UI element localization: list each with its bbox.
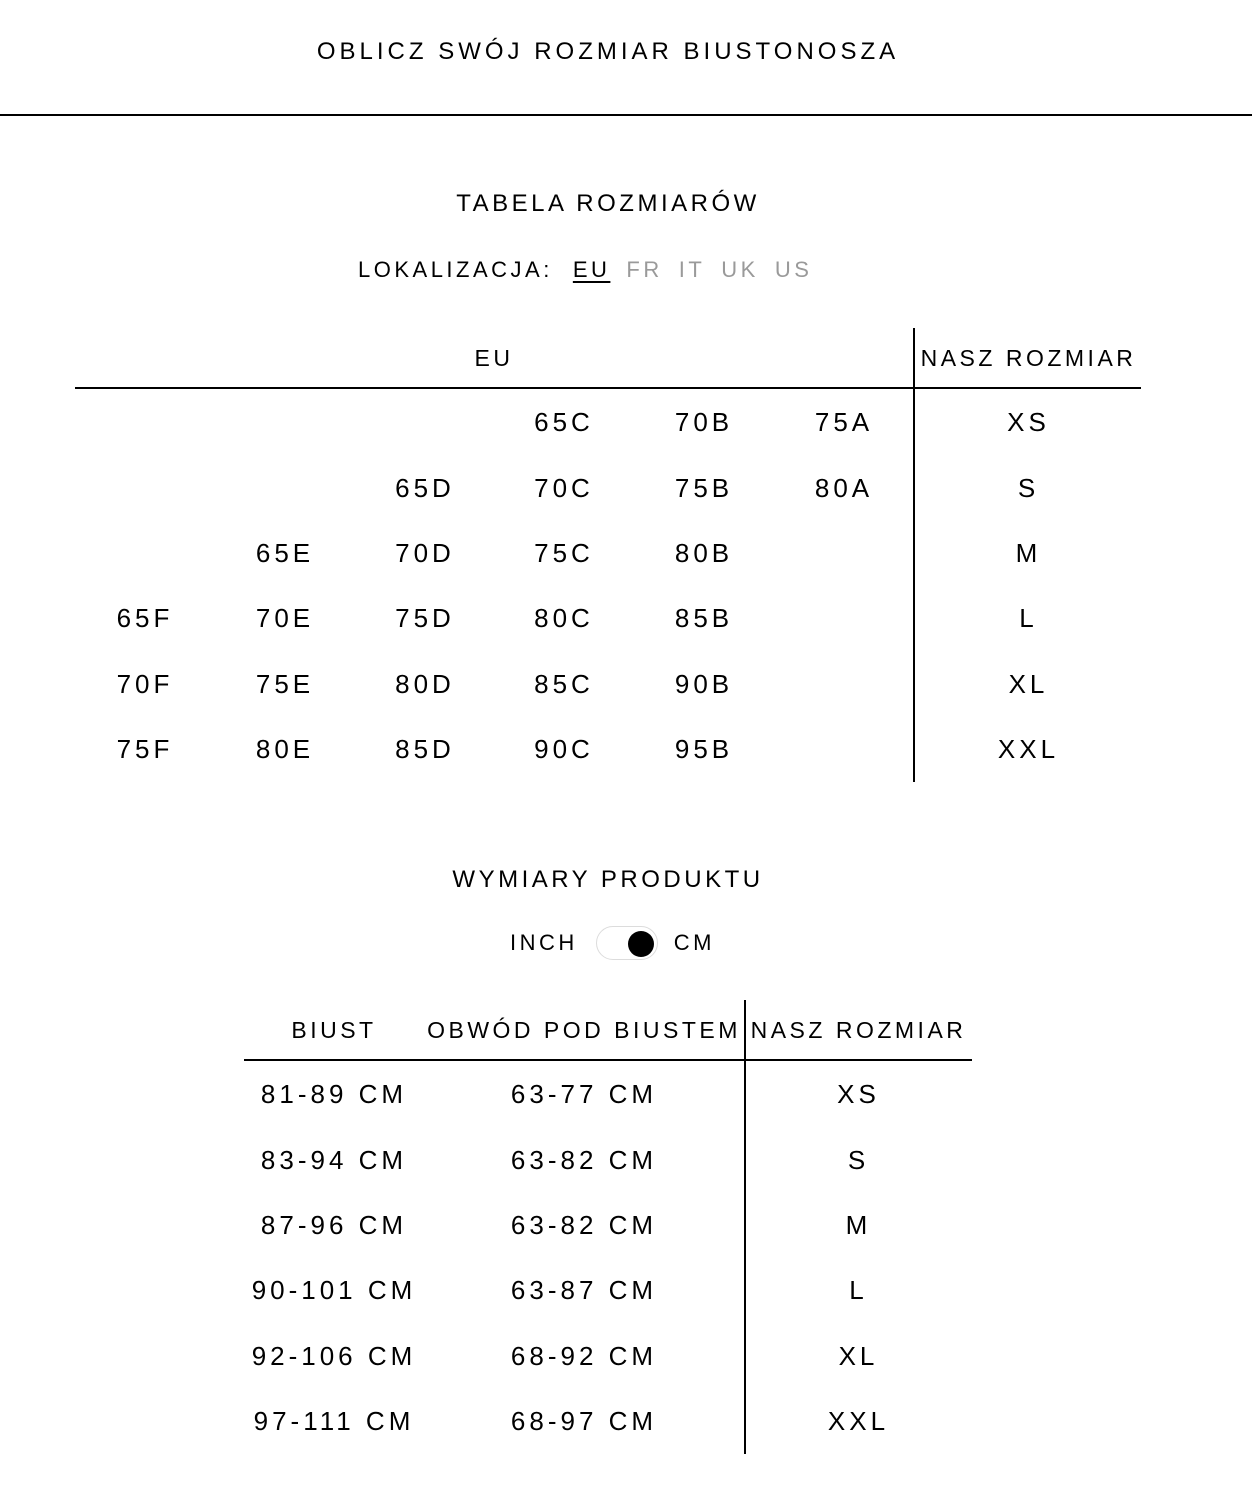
- size-chart-cell: 75E: [255, 668, 315, 699]
- size-chart-cell: [774, 586, 914, 651]
- measurements-underbust-cell: 68-92 CM: [510, 1340, 658, 1371]
- size-chart-cell: 75B: [674, 472, 734, 503]
- size-chart-cell: [75, 521, 215, 586]
- locale-option-us[interactable]: US: [774, 257, 813, 282]
- measurements-underbust-cell: 63-82 CM: [510, 1209, 658, 1240]
- measurements-underbust-cell: 68-97 CM: [510, 1406, 658, 1437]
- locale-selector: [358, 254, 828, 286]
- size-chart-cell: 65C: [534, 407, 594, 438]
- measurements-our-size-header: NASZ ROZMIAR: [750, 1016, 967, 1043]
- size-chart-cell: 70C: [534, 472, 594, 503]
- measurements-underbust-header: OBWÓD POD BIUSTEM: [427, 1016, 741, 1043]
- size-chart-cell: 90B: [674, 668, 734, 699]
- unit-switch-knob: [628, 931, 654, 957]
- size-chart-cell: 80E: [255, 734, 315, 765]
- calculate-bra-size-label: OBLICZ SWÓJ ROZMIAR BIUSTONOSZA: [316, 38, 900, 65]
- size-chart-cell: [75, 390, 215, 455]
- size-chart-cell: 95B: [674, 734, 734, 765]
- size-chart-cell: 90C: [534, 734, 594, 765]
- size-chart-title: TABELA ROZMIARÓW: [456, 190, 760, 217]
- size-chart-cell: 80C: [534, 603, 594, 634]
- header-divider: [0, 114, 1252, 116]
- measurements-our-size-cell: S: [847, 1144, 870, 1175]
- locale-option-it[interactable]: IT: [678, 257, 706, 282]
- size-chart-cell: [355, 390, 495, 455]
- measurements-bust-cell: 97-111 CM: [253, 1406, 415, 1437]
- size-chart-cell: 75A: [814, 407, 874, 438]
- measurements-our-size-cell: XXL: [827, 1406, 890, 1437]
- measurements-bust-cell: 90-101 CM: [251, 1275, 417, 1306]
- measurements-our-size-cell: L: [849, 1275, 868, 1306]
- size-chart-cell: 65D: [395, 472, 455, 503]
- measurements-underbust-cell: 63-87 CM: [510, 1275, 658, 1306]
- size-chart-cell: [774, 521, 914, 586]
- size-chart-our-size-cell: XXL: [997, 734, 1060, 765]
- size-chart-cell: 70B: [674, 407, 734, 438]
- size-chart-our-size-cell: S: [1017, 472, 1040, 503]
- measurements-bust-header: BIUST: [291, 1016, 377, 1043]
- size-chart-cell: 75D: [395, 603, 455, 634]
- size-chart-cell: [215, 390, 355, 455]
- size-chart-cell: 65F: [116, 603, 174, 634]
- measurements-header-divider: [244, 1059, 972, 1061]
- size-chart-our-size-cell: L: [1019, 603, 1038, 634]
- size-chart-cell: [215, 455, 355, 520]
- unit-toggle: [510, 924, 715, 962]
- locale-option-eu[interactable]: EU: [572, 257, 611, 282]
- measurements-our-size-cell: M: [845, 1209, 872, 1240]
- measurements-bust-cell: 87-96 CM: [260, 1209, 408, 1240]
- size-chart-cell: 75F: [116, 734, 174, 765]
- unit-inch-label[interactable]: INCH: [510, 930, 578, 955]
- size-chart-cell: 85B: [674, 603, 734, 634]
- size-chart-cell: 70D: [395, 537, 455, 568]
- size-chart-region-header: EU: [474, 344, 514, 371]
- measurements-our-size-cell: XL: [838, 1340, 879, 1371]
- measurements-bust-cell: 81-89 CM: [260, 1079, 408, 1110]
- size-chart-cell: 85C: [534, 668, 594, 699]
- measurements-our-size-cell: XS: [837, 1079, 880, 1110]
- size-chart-cell: 70F: [116, 668, 174, 699]
- size-chart-our-size-header: NASZ ROZMIAR: [920, 344, 1137, 371]
- size-chart-cell: 80A: [814, 472, 874, 503]
- size-chart-our-size-cell: M: [1015, 537, 1042, 568]
- unit-cm-label[interactable]: CM: [673, 930, 715, 955]
- size-chart-cell: [774, 652, 914, 717]
- unit-switch[interactable]: [596, 926, 658, 960]
- locale-option-uk[interactable]: UK: [721, 257, 759, 282]
- size-chart-cell: [75, 455, 215, 520]
- product-measurements-title: WYMIARY PRODUKTU: [452, 866, 764, 893]
- measurements-underbust-cell: 63-77 CM: [510, 1079, 658, 1110]
- measurements-underbust-cell: 63-82 CM: [510, 1144, 658, 1175]
- measurements-bust-cell: 83-94 CM: [260, 1144, 408, 1175]
- size-chart-header-divider: [75, 387, 1141, 389]
- measurements-bust-cell: 92-106 CM: [251, 1340, 417, 1371]
- size-chart-cell: 85D: [395, 734, 455, 765]
- locale-label: LOKALIZACJA:: [358, 257, 553, 282]
- size-chart-our-size-cell: XL: [1008, 668, 1049, 699]
- calculate-bra-size-link[interactable]: [0, 0, 1216, 114]
- size-chart-cell: [774, 717, 914, 782]
- size-chart-cell: 80D: [395, 668, 455, 699]
- size-chart-cell: 80B: [674, 537, 734, 568]
- size-chart-cell: 70E: [255, 603, 315, 634]
- size-chart-cell: 65E: [255, 537, 315, 568]
- locale-option-fr[interactable]: FR: [626, 257, 663, 282]
- size-chart-cell: 75C: [534, 537, 594, 568]
- size-chart-our-size-cell: XS: [1007, 407, 1050, 438]
